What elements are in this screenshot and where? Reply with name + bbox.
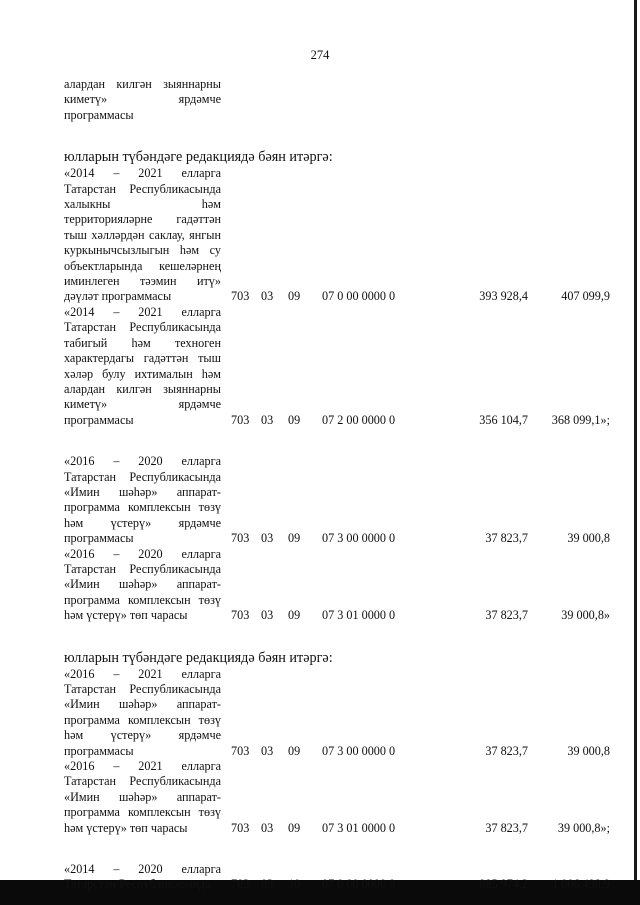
amount-second-year-cell: 407 099,9 — [561, 289, 610, 304]
section-code-cell: 03 — [261, 531, 274, 546]
subsection-code-cell: 10 — [288, 877, 301, 892]
subsection-code-cell: 09 — [288, 289, 301, 304]
amount-first-year-cell: 356 104,7 — [479, 412, 528, 427]
ministry-code-cell: 703 — [231, 412, 250, 427]
target-article-cell: 07 2 00 0000 0 — [322, 412, 396, 427]
target-article-cell: 07 3 01 0000 0 — [322, 608, 396, 623]
subsection-code-cell: 09 — [288, 608, 301, 623]
program-name-cell: «2016 – 2020 елларга Татарстан Республикасында «Имин шәһәр» аппарат-программа комплексын төзү һәм үстерү» ярдәмче программасы — [64, 454, 221, 546]
section-code-cell: 03 — [261, 877, 274, 892]
section-code-cell: 03 — [261, 412, 274, 427]
table-row — [64, 547, 610, 624]
table-row — [64, 862, 610, 893]
amount-first-year-cell: 37 823,7 — [485, 820, 528, 835]
table-row — [64, 77, 610, 123]
target-article-cell: 07 3 01 0000 0 — [322, 820, 396, 835]
subsection-code-cell: 09 — [288, 531, 301, 546]
target-article-cell: 07 3 00 0000 0 — [322, 743, 396, 758]
amount-first-year-cell: 985 974,2 — [479, 877, 528, 892]
program-name-cell: «2016 – 2020 елларга Татарстан Республикасында «Имин шәһәр» аппарат-программа комплексын төзү һәм үстерү» төп чарасы — [64, 546, 221, 623]
page-number: 274 — [310, 48, 330, 62]
program-name-cell: «2016 – 2021 елларга Татарстан Республикасында «Имин шәһәр» аппарат-программа комплексын төзү һәм үстерү» ярдәмче программасы — [64, 666, 221, 758]
amount-first-year-cell: 393 928,4 — [479, 289, 528, 304]
amount-second-year-cell: 39 000,8 — [567, 743, 610, 758]
program-name-cell: алардан килгән зыяннарны киметү» ярдәмче программасы — [64, 77, 221, 122]
ministry-code-cell: 703 — [231, 289, 250, 304]
ministry-code-cell: 703 — [231, 608, 250, 623]
subsection-code-cell: 09 — [288, 743, 301, 758]
table-row — [64, 166, 610, 305]
target-article-cell: 07 0 00 0000 0 — [322, 289, 396, 304]
document-body — [64, 77, 610, 893]
ministry-code-cell: 703 — [231, 877, 250, 892]
amount-first-year-cell: 37 823,7 — [485, 743, 528, 758]
block-spacer — [64, 624, 610, 650]
ministry-code-cell: 703 — [231, 820, 250, 835]
amount-second-year-cell: 1 006 498,9 — [552, 877, 610, 892]
amount-second-year-cell: 39 000,8 — [567, 531, 610, 546]
ministry-code-cell: 703 — [231, 531, 250, 546]
section-code-cell: 03 — [261, 743, 274, 758]
program-name-cell: «2016 – 2021 елларга Татарстан Республикасында «Имин шәһәр» аппарат-программа комплексын төзү һәм үстерү» төп чарасы — [64, 759, 221, 835]
program-name-cell: «2014 – 2020 елларга Татарстан Республикасында — [64, 862, 221, 892]
section-code-cell: 03 — [261, 289, 274, 304]
subsection-code-cell: 09 — [288, 412, 301, 427]
subsection-code-cell: 09 — [288, 820, 301, 835]
block-spacer — [64, 123, 610, 149]
ministry-code-cell: 703 — [231, 743, 250, 758]
amount-second-year-cell: 39 000,8»; — [557, 820, 610, 835]
section-code-cell: 03 — [261, 820, 274, 835]
block-spacer — [64, 836, 610, 862]
section-code-cell: 03 — [261, 608, 274, 623]
amount-second-year-cell: 39 000,8» — [561, 608, 610, 623]
target-article-cell: 07 3 00 0000 0 — [322, 531, 396, 546]
target-article-cell: 07 0 00 0000 0 — [322, 877, 396, 892]
amount-first-year-cell: 37 823,7 — [485, 531, 528, 546]
table-row — [64, 305, 610, 428]
amendment-heading: юлларын түбәндәге редакциядә бәян итәргә: — [64, 149, 333, 166]
amount-second-year-cell: 368 099,1»; — [551, 412, 610, 427]
amendment-heading: юлларын түбәндәге редакциядә бәян итәргә: — [64, 649, 333, 666]
table-row — [64, 759, 610, 836]
table-row — [64, 667, 610, 759]
scan-edge-right — [634, 0, 637, 880]
table-row — [64, 454, 610, 546]
block-spacer — [64, 428, 610, 454]
amount-first-year-cell: 37 823,7 — [485, 608, 528, 623]
program-name-cell: «2014 – 2021 елларга Татарстан Республикасында табигый һәм техноген характердагы гадәттән тыш хәләр булу ихтималын һәм алардан килгән зыяннарны киметү» ярдәмче программасы — [64, 304, 221, 427]
program-name-cell: «2014 – 2021 елларга Татарстан Республикасында халыкны һәм территорияләрне гадәттән тыш хәлләрдән саклау, янгын куркынычсызлыгын һәм су объектларында кешеләрнең иминлеген тәэмин итү» дәүләт программасы — [64, 166, 221, 304]
